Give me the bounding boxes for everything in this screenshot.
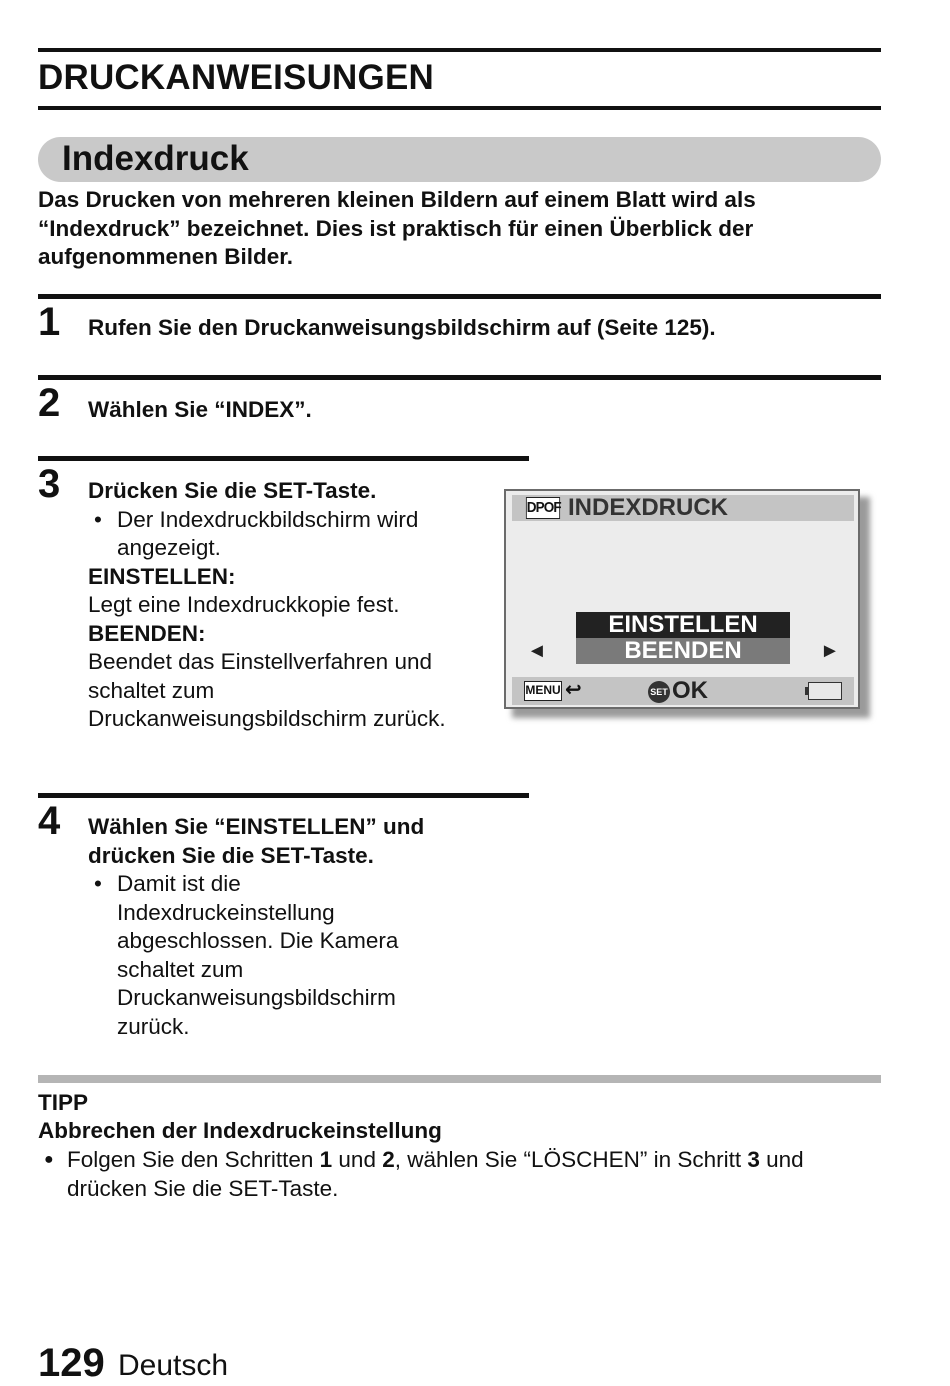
tip-subtitle: Abbrechen der Indexdruckeinstellung bbox=[38, 1118, 442, 1143]
tip-label: TIPP bbox=[38, 1090, 89, 1115]
tip-bullet-text bbox=[67, 1146, 888, 1203]
step-2-rule bbox=[38, 375, 881, 380]
step-3-bullet-text: Der Indexdruckbildschirm wird angezeigt. bbox=[117, 506, 419, 560]
screen-title: INDEXDRUCK bbox=[568, 494, 729, 521]
page-title: DRUCKANWEISUNGEN bbox=[38, 58, 434, 97]
intro-paragraph: Das Drucken von mehreren kleinen Bildern auf einem Blatt wird als “Indexdruck” bezeichnet. Dies ist praktisch für einen Überblick der aufgenommenen Bilder. bbox=[38, 187, 756, 269]
return-icon: ↩ bbox=[565, 679, 582, 701]
right-arrow-icon: ► bbox=[820, 640, 840, 662]
ok-label: OK bbox=[672, 677, 708, 704]
dpof-icon: DPOF bbox=[526, 497, 560, 519]
tip-step-ref: 2 bbox=[382, 1147, 395, 1172]
tip-bullet bbox=[38, 1146, 888, 1203]
step-3-number: 3 bbox=[38, 462, 61, 506]
tip-bullet-dot: ● bbox=[44, 1151, 54, 1168]
step-4-rule bbox=[38, 793, 529, 798]
section-title: Indexdruck bbox=[62, 139, 249, 178]
option-beenden: BEENDEN bbox=[576, 638, 790, 664]
tip-text-part: , wählen Sie “LÖSCHEN” in Schritt bbox=[394, 1147, 748, 1172]
tip-step-ref: 3 bbox=[747, 1147, 760, 1172]
step-3-rule bbox=[38, 456, 529, 461]
step-1-title: Rufen Sie den Druckanweisungsbildschirm auf (Seite 125). bbox=[88, 315, 716, 340]
step-3-bullet bbox=[88, 506, 488, 563]
page-number: 129 bbox=[38, 1341, 105, 1385]
battery-icon bbox=[808, 682, 842, 700]
term-einstellen: EINSTELLEN: bbox=[88, 563, 236, 589]
left-arrow-icon: ◄ bbox=[527, 640, 547, 662]
tip-step-ref: 1 bbox=[319, 1147, 333, 1172]
step-4-content bbox=[88, 813, 483, 1041]
bullet-dot: • bbox=[94, 871, 102, 896]
step-3-content bbox=[88, 477, 488, 734]
step-1-number: 1 bbox=[38, 300, 61, 344]
page-language: Deutsch bbox=[118, 1349, 229, 1382]
term-beenden-desc: Beendet das Einstellverfahren und schaltet zum Druckanweisungsbildschirm zurück. bbox=[88, 649, 446, 731]
step-2-title: Wählen Sie “INDEX”. bbox=[88, 397, 312, 422]
step-2-number: 2 bbox=[38, 381, 61, 425]
camera-screen bbox=[504, 489, 860, 709]
term-beenden: BEENDEN: bbox=[88, 620, 206, 646]
tip-text-part: und bbox=[332, 1147, 383, 1172]
bullet-dot: • bbox=[94, 506, 102, 532]
tip-bar bbox=[38, 1075, 881, 1083]
step-4-bullet bbox=[88, 870, 483, 1041]
top-rule bbox=[38, 48, 881, 52]
tip-text-part: Folgen Sie den Schritten bbox=[67, 1147, 320, 1172]
menu-icon: MENU bbox=[524, 681, 562, 701]
set-icon: SET bbox=[648, 681, 670, 703]
step-3-title: Drücken Sie die SET-Taste. bbox=[88, 478, 377, 503]
step-4-number: 4 bbox=[38, 799, 61, 843]
title-underline bbox=[38, 106, 881, 110]
term-einstellen-desc: Legt eine Indexdruckkopie fest. bbox=[88, 592, 400, 617]
option-einstellen-selected: EINSTELLEN bbox=[576, 612, 790, 638]
tip-text-part: und drücken Sie die SET-Taste. bbox=[67, 1147, 804, 1201]
step-1-rule bbox=[38, 294, 881, 299]
step-4-title: Wählen Sie “EINSTELLEN” und drücken Sie die SET-Taste. bbox=[88, 814, 425, 868]
step-4-bullet-text: Damit ist die Indexdruckeinstellung abgeschlossen. Die Kamera schaltet zum Druckanweisungsbildschirm zurück. bbox=[117, 871, 399, 1039]
